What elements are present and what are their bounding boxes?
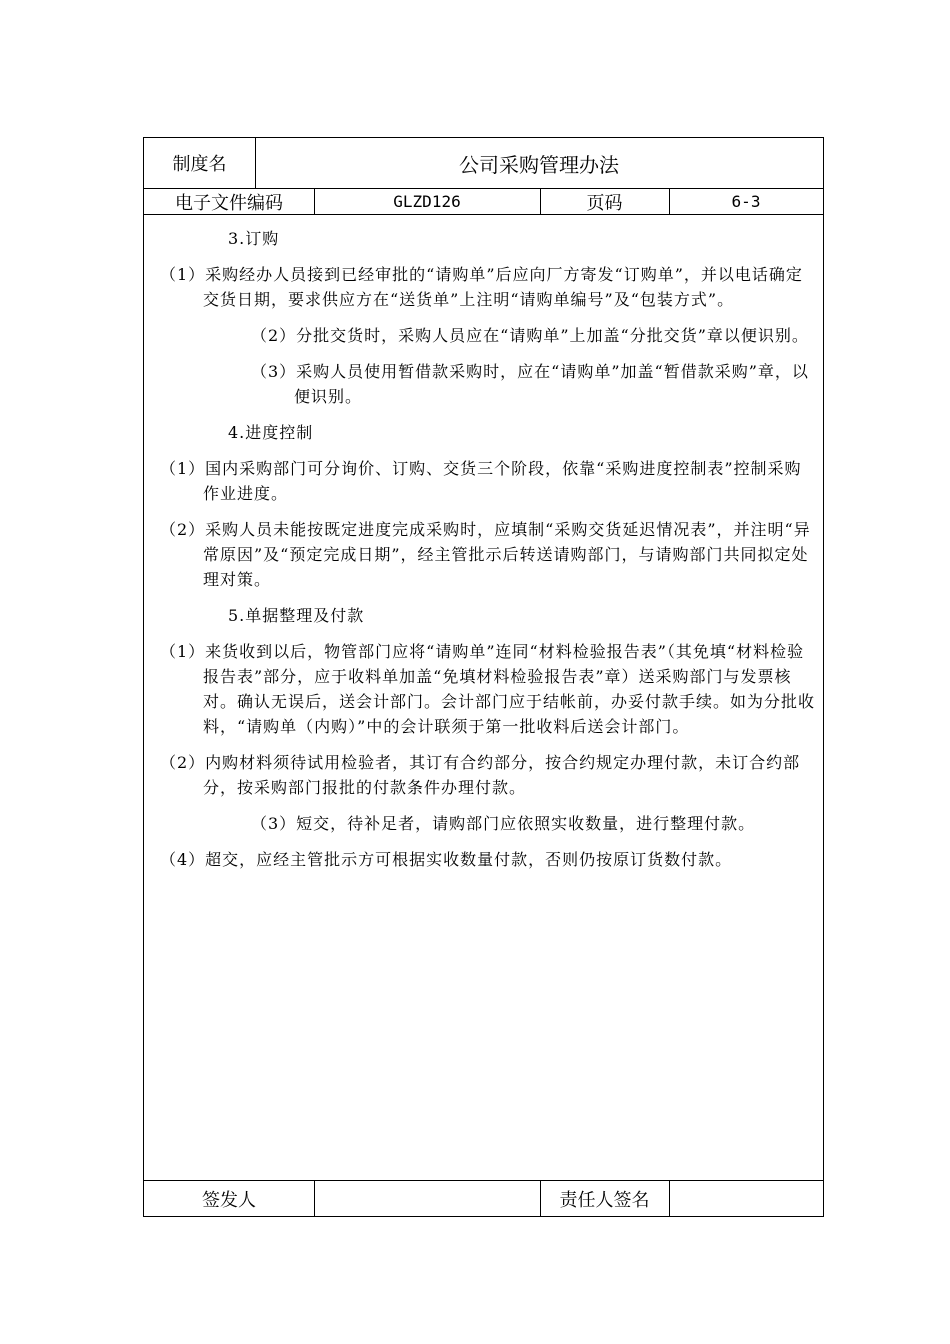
document-body xyxy=(160,226,815,883)
paragraph: （1）采购经办人员接到已经审批的“请购单”后应向厂方寄发“订购单”，并以电话确定交货日期，要求供应方在“送货单”上注明“请购单编号”及“包装方式”。 xyxy=(160,265,803,309)
divider xyxy=(144,214,823,215)
responsible-signature-field[interactable] xyxy=(669,1181,823,1216)
paragraph: （2）分批交货时，采购人员应在“请购单”上加盖“分批交货”章以便识别。 xyxy=(251,326,809,345)
file-code-value: GLZD126 xyxy=(393,192,461,211)
document-frame xyxy=(143,137,824,1217)
paragraph: （1）国内采购部门可分询价、订购、交货三个阶段，依靠“采购进度控制表”控制采购作业进度。 xyxy=(160,459,802,503)
issuer-label: 签发人 xyxy=(202,1189,256,1211)
paragraph: （3）采购人员使用暂借款采购时，应在“请购单”加盖“暂借款采购”章，以便识别。 xyxy=(251,362,809,406)
paragraph: （2）内购材料须待试用检验者，其订有合约部分，按合约规定办理付款，未订合约部分，按采购部门报批的付款条件办理付款。 xyxy=(160,753,801,797)
system-name-value: 公司采购管理办法 xyxy=(459,152,619,177)
paragraph: （3）短交，待补足者，请购部门应依照实收数量，进行整理付款。 xyxy=(251,814,756,833)
system-name-label: 制度名 xyxy=(172,154,227,175)
file-code-label: 电子文件编码 xyxy=(175,192,283,214)
responsible-label: 责任人签名 xyxy=(559,1189,650,1211)
paragraph: （4）超交，应经主管批示方可根据实收数量付款，否则仍按原订货数付款。 xyxy=(160,850,733,869)
page-value: 6-3 xyxy=(731,192,761,211)
section-heading: 5.单据整理及付款 xyxy=(228,606,365,625)
section-heading: 3.订购 xyxy=(228,229,280,248)
paragraph: （2）采购人员未能按既定进度完成采购时，应填制“采购交货延迟情况表”，并注明“异常原因”及“预定完成日期”，经主管批示后转送请购部门，与请购部门共同拟定处理对策。 xyxy=(160,520,811,589)
section-heading: 4.进度控制 xyxy=(228,423,314,442)
page-label: 页码 xyxy=(586,192,623,214)
paragraph: （1）来货收到以后，物管部门应将“请购单”连同“材料检验报告表”（其免填“材料检验报告表”部分，应于收料单加盖“免填材料检验报告表”章）送采购部门与发票核对。确认无误后，送会计部门。会计部门应于结帐前，办妥付款手续。如为分批收料，“请购单（内购）”中的会计联须于第一批收料后送会计部门。 xyxy=(160,642,816,736)
issuer-field[interactable] xyxy=(314,1181,540,1216)
